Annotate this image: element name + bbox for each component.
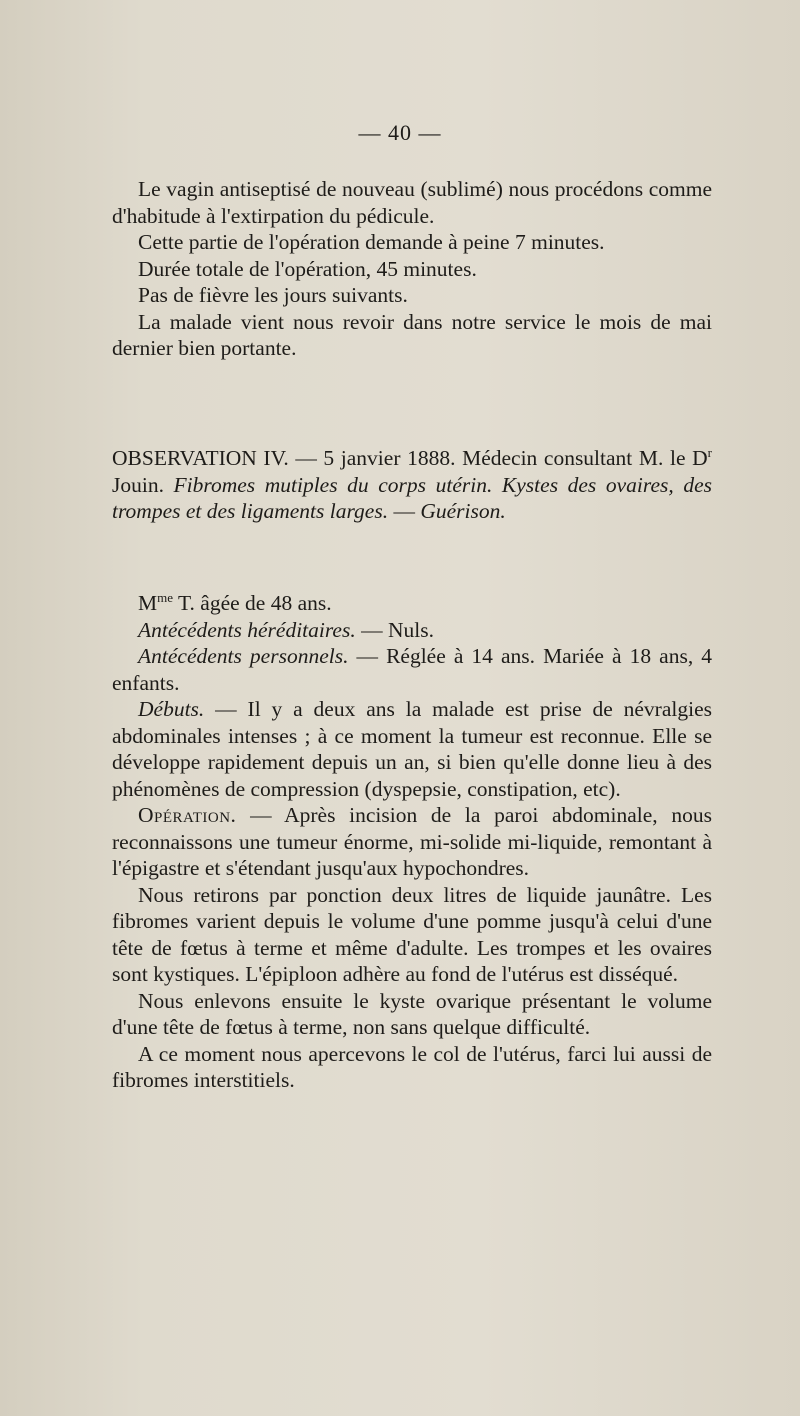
- patient-title: M: [138, 591, 158, 615]
- paragraph-revoir: La malade vient nous revoir dans notre service le mois de mai dernier bien portante.: [112, 309, 712, 360]
- outcome-separator: —: [388, 499, 421, 523]
- observation-heading-block: [112, 445, 712, 525]
- doctor-name: Jouin.: [112, 472, 174, 497]
- outcome: Guérison.: [420, 499, 506, 523]
- intro-section: [112, 176, 712, 362]
- operation-paragraph: [112, 802, 712, 882]
- paragraph-duree-totale: Durée totale de l'opération, 45 minutes.: [138, 256, 477, 281]
- antecedents-personnels: [112, 643, 712, 696]
- doctor-abbrev-sup: r: [707, 444, 712, 460]
- antecedents-hereditaires: [112, 617, 712, 644]
- case-section: [112, 590, 712, 1094]
- debuts-paragraph: [112, 696, 712, 802]
- diagnosis: Fibromes mutiples du corps utérin. Kystes des ovaires, des trompes et des ligaments larges.: [112, 472, 712, 523]
- antecedents-personnels-text: — Réglée à 14 ans. Mariée à 18 ans, 4 enfants.: [112, 644, 712, 695]
- paragraph-fievre: Pas de fièvre les jours suivants.: [138, 283, 408, 307]
- patient-line: [112, 590, 712, 617]
- paragraph-duree-pedicule: Cette partie de l'opération demande à peine 7 minutes.: [138, 230, 605, 254]
- observation-title: OBSERVATION IV.: [112, 446, 289, 470]
- page-number: — 40 —: [358, 120, 442, 145]
- antecedents-personnels-label: Antécédents personnels.: [138, 644, 349, 668]
- paragraph-vagin: Le vagin antiseptisé de nouveau (sublimé) nous procédons comme d'habitude à l'extirpation du pédicule.: [112, 177, 712, 228]
- antecedents-hereditaires-label: Antécédents héréditaires.: [138, 617, 356, 642]
- patient-info: T. âgée de 48 ans.: [173, 591, 332, 615]
- observation-heading: [112, 445, 712, 525]
- debuts-label: Débuts.: [138, 697, 205, 721]
- antecedents-hereditaires-text: — Nuls.: [355, 617, 434, 642]
- paragraph-col-uterus: A ce moment nous apercevons le col de l'utérus, farci lui aussi de fibromes interstitiels.: [112, 1041, 712, 1092]
- debuts-text: — Il y a deux ans la malade est prise de névralgies abdominales intenses ; à ce moment la tumeur est reconnue. Elle se développe rapidement depuis un an, si bien qu'elle donne lieu à des phénomènes de compression (dyspepsie, constipation, etc).: [112, 697, 712, 801]
- paragraph-kyste: Nous enlevons ensuite le kyste ovarique présentant le volume d'une tête de fœtus à terme, non sans quelque difficulté.: [112, 988, 712, 1039]
- patient-title-sup: me: [157, 589, 174, 605]
- operation-label: Opération.: [138, 803, 237, 827]
- operation-text: — Après incision de la paroi abdominale, nous reconnaissons une tumeur énorme, mi-solide mi-liquide, remontant à l'épigastre et s'étendant jusqu'aux hypochondres.: [112, 803, 712, 880]
- paragraph-ponction: Nous retirons par ponction deux litres de liquide jaunâtre. Les fibromes varient depuis le volume d'une pomme jusqu'à celui d'une tête de fœtus à terme et même d'adulte. Les trompes et les ovaires sont kystiques. L'épiploon adhère au fond de l'utérus est disséqué.: [112, 882, 712, 986]
- observation-date: — 5 janvier 1888. Médecin consultant M. le D: [288, 446, 708, 470]
